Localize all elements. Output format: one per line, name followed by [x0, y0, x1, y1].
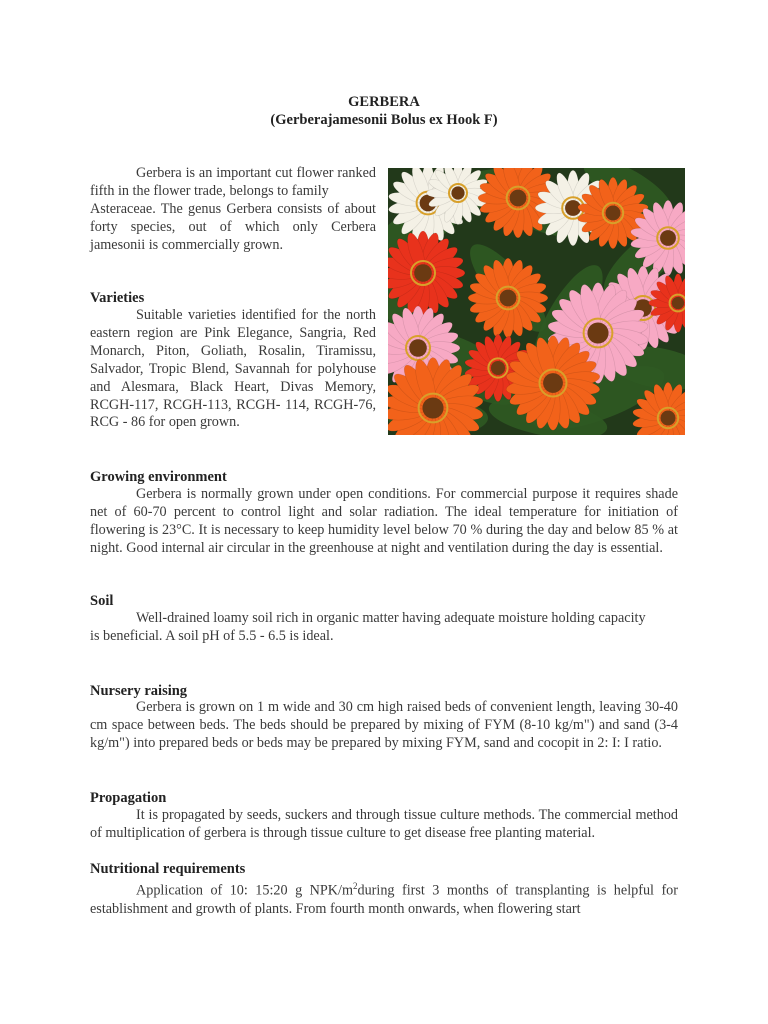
gerbera-flowers-photo: [388, 168, 685, 435]
soil-paragraph: [90, 610, 678, 646]
title-main: GERBERA: [348, 94, 420, 110]
nutrition-heading: Nutritional requirements: [90, 861, 246, 877]
growing-environment-paragraph: [90, 486, 678, 558]
propagation-heading: Propagation: [90, 790, 167, 806]
nutrition-paragraph: [90, 878, 678, 919]
growing-environment-text: Gerbera is normally grown under open conditions. For commercial purpose it requires shade net of 60-70 percent to control light and solar radiation. The ideal temperature for initiation of flowering is 23°C. It is necessary to keep humidity level below 70 % during the day and below 85 % at night. Good internal air circular in the greenhouse at night and ventilation during the day is essential.: [90, 486, 678, 556]
propagation-text: It is propagated by seeds, suckers and through tissue culture methods. The commercial method of multiplication of gerbera is through tissue culture to get disease free planting material.: [90, 807, 678, 841]
nutrition-text-a: Application of 10: 15:20 g NPK/m: [136, 882, 353, 899]
nutrition-text-b: during first 3 months of transplanting is helpful for establishment and growth of plants. From fourth month onwards, when flowering start: [90, 882, 678, 917]
nutrition-superscript: 2: [352, 881, 358, 891]
nursery-heading: Nursery raising: [90, 683, 188, 699]
varieties-text: Suitable varieties identified for the north eastern region are Pink Elegance, Sangria, Red Monarch, Piton, Goliath, Rosalin, Tiramissu, Salvador, Tropic Blend, Savannah for polyhouse and Alesmara, Black Heart, Divas Memory, RCGH-117, RCGH-113, RCGH- 114, RCGH-76, RCG - 86 for open grown.: [90, 307, 376, 431]
varieties-paragraph: [90, 307, 376, 432]
nursery-text: Gerbera is grown on 1 m wide and 30 cm high raised beds of convenient length, leaving 30-40 cm space between beds. The beds should be prepared by mixing of FYM (8-10 kg/m") and sand (3-4 kg/m") into prepared beds or beds may be prepared by mixing FYM, sand and cocopit in 2: I: I ratio.: [90, 699, 678, 751]
varieties-heading: Varieties: [90, 290, 145, 306]
growing-environment-heading: Growing environment: [90, 469, 227, 485]
soil-text-2: is beneficial. A soil pH of 5.5 - 6.5 is ideal.: [90, 627, 334, 644]
intro-line-2: Asteraceae. The genus Gerbera consists of about forty species, out of which only Cerbera jamesonii is commercially grown.: [90, 200, 376, 253]
document-title: [0, 93, 768, 129]
nutrition-text: [90, 878, 678, 919]
propagation-paragraph: [90, 807, 678, 843]
nursery-paragraph: [90, 699, 678, 753]
intro-paragraph: [90, 165, 376, 255]
soil-heading: Soil: [90, 593, 114, 609]
intro-line-1: Gerbera is an important cut flower ranked fifth in the flower trade, belongs to family: [90, 165, 376, 199]
title-scientific-name: (Gerberajamesonii Bolus ex Hook F): [270, 112, 498, 128]
soil-text-1: Well-drained loamy soil rich in organic matter having adequate moisture holding capacity: [136, 610, 646, 626]
